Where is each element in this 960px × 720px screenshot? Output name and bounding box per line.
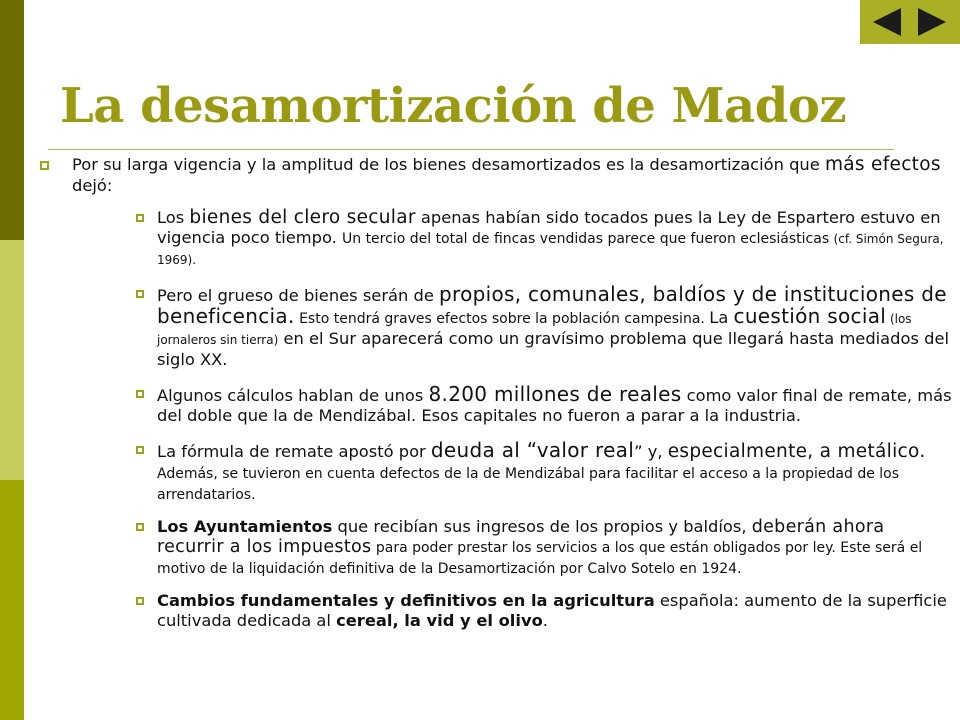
sidebar-block-light [0,240,24,480]
text-small: Además, se tuvieron en cuenta defectos de la de Mendizábal para facilitar el acceso a la propiedad de los arrendatarios. [157,466,900,503]
sidebar-stripe [0,0,24,720]
emphasis: cuestión social [733,304,887,328]
text: como valor final de remate, más del doble que la de Mendizábal. Esos capitales no fueron a parar a la industria. [157,386,952,425]
bold-text: cereal, la vid y el olivo [336,611,543,630]
slide-title: La desamortización de Madoz [60,78,847,134]
emphasis: deuda al “valor real [430,438,635,462]
text: Los [157,208,190,227]
text: que recibían sus ingresos de los propios y baldíos, [332,517,752,536]
emphasis: bienes del clero secular [189,207,416,228]
list-item-formula [157,440,957,505]
emphasis: deberán ahora recurrir a los impuestos [157,517,885,557]
sidebar-block-dark [0,0,24,240]
emphasis: especialmente, a metálico. [667,441,926,462]
slide-content [40,154,952,631]
text: . [542,611,548,630]
text: La fórmula de remate apostó por [157,442,431,461]
text: española: aumento de la superficie cultivada dedicada al [157,591,947,630]
text: ” y, [634,442,668,461]
bold-text: Los Ayuntamientos [157,517,333,536]
list-item-clero [157,208,957,270]
bold-text: Cambios fundamentales y definitivos en la agricultura [157,591,655,610]
square-bullet-icon [136,390,144,398]
list-item-agricultura [157,591,957,631]
sidebar-block-olive [0,480,24,720]
intro-text: Por su larga vigencia y la amplitud de los bienes desamortizados es la desamortización que [72,155,825,174]
citation: (cf. Simón Segura, 1969). [157,232,944,267]
square-bullet-icon [136,446,144,454]
text: Pero el grueso de bienes serán de [157,286,440,305]
square-bullet-icon [136,523,144,531]
list-item-calculos [157,384,957,426]
intro-paragraph [40,154,948,196]
triangle-left-icon[interactable] [867,6,907,38]
list-item-ayuntamientos [157,517,957,579]
text: apenas habían sido tocados pues la Ley de Espartero estuvo en vigencia poco tiempo. [157,208,941,247]
intro-text-end: dejó: [72,176,113,195]
slide-navigation [860,0,960,44]
text: Algunos cálculos hablan de unos [157,386,429,405]
emphasis: 8.200 millones de reales [428,382,682,406]
text-small: para poder prestar los servicios a los que están obligados por ley. Este será el motivo de la liquidación definitiva de la Desamortización por Calvo Sotelo en 1924. [157,540,923,577]
text: La [709,308,734,327]
text-tiny: (los jornaleros sin tierra) [157,312,912,347]
square-bullet-icon [136,290,144,298]
square-bullet-icon [136,597,144,605]
square-bullet-icon [136,214,144,222]
emphasis: propios, comunales, baldíos y de instituciones de beneficencia. [157,282,947,328]
list-item-propios [157,284,957,370]
text-small: Un tercio del total de fincas vendidas parece que fueron eclesiásticas [342,231,834,247]
intro-emphasis: más efectos [824,154,941,175]
title-divider [48,149,894,150]
square-bullet-icon [40,161,49,170]
triangle-right-icon[interactable] [912,6,952,38]
text: en el Sur aparecerá como un gravísimo problema que llegará hasta mediados del siglo XX. [157,329,949,369]
text-small: Esto tendrá graves efectos sobre la población campesina. [294,311,710,327]
